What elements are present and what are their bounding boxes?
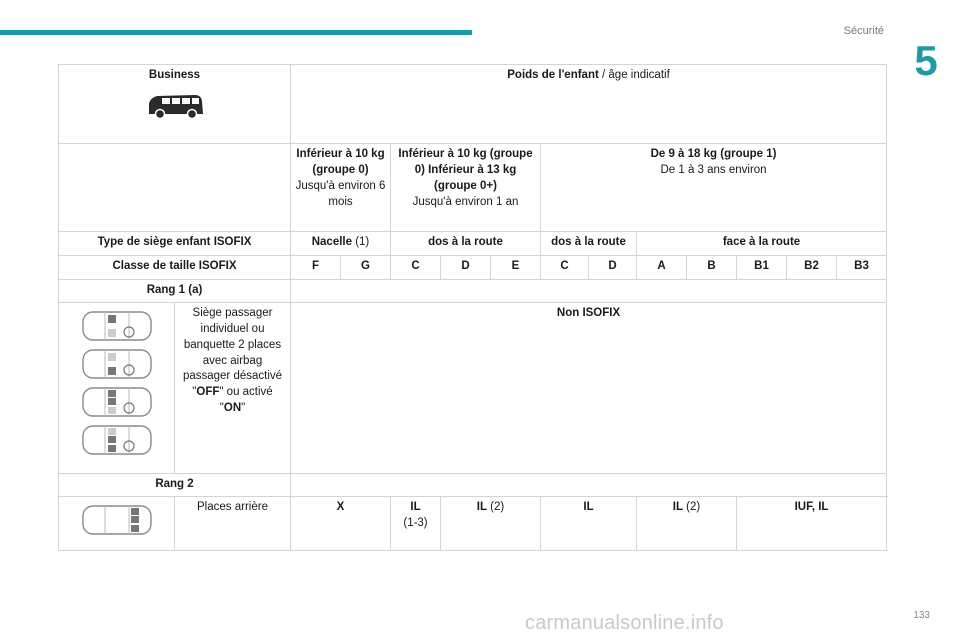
page-number: 133 (913, 610, 930, 621)
size-class-cell: D (441, 256, 491, 280)
seat-type-cell: dos à la route (391, 232, 541, 256)
weight-subtitle: / âge indicatif (598, 69, 670, 81)
section-title: Sécurité (843, 25, 884, 37)
weight-group-cell (541, 144, 887, 232)
nacelle-note: (1) (352, 236, 370, 248)
weight-title-cell (291, 65, 887, 144)
isofix-table (58, 64, 887, 551)
car-top-view-icon (81, 308, 153, 344)
rang2-value-note: (1-3) (403, 516, 428, 529)
rang2-value-cell (391, 497, 441, 551)
weight-group-cell (291, 144, 391, 232)
car-rear-seats-icon (81, 502, 153, 538)
seat-desc-text: " ou activé " (219, 386, 273, 415)
weight-group-label: Inférieur à 10 kg (groupe 0) (296, 148, 385, 176)
car-top-view-icon (81, 422, 153, 458)
seat-desc-text: " (241, 402, 246, 415)
rang2-value: IUF, IL (794, 501, 829, 513)
rang1-value: Non ISOFIX (291, 303, 887, 474)
rang2-label: Rang 2 (59, 474, 291, 497)
rang2-value: IL (476, 501, 487, 513)
rang2-value-cell (541, 497, 637, 551)
airbag-off-label: OFF (196, 386, 220, 399)
weight-group-label: Inférieur à 10 kg (groupe 0) Inférieur à 13 kg (groupe 0+) (398, 148, 533, 192)
size-class-row (59, 256, 887, 280)
weight-groups-row (59, 144, 887, 232)
size-class-cell: D (589, 256, 637, 280)
size-class-cell: B (687, 256, 737, 280)
chapter-color-bar (0, 30, 472, 35)
size-class-cell: E (491, 256, 541, 280)
rang2-value: IL (672, 501, 683, 513)
weight-group-age: Jusqu'à environ 6 mois (295, 179, 386, 208)
weight-group-cell (391, 144, 541, 232)
size-class-cell: B1 (737, 256, 787, 280)
rang2-value: X (336, 501, 345, 513)
car-top-view-icon (81, 384, 153, 420)
rang2-value-note: (2) (486, 501, 505, 513)
empty-cell (291, 280, 887, 303)
vehicle-cell (59, 65, 291, 144)
size-class-label: Classe de taille ISOFIX (59, 256, 291, 280)
rang2-value-cell (291, 497, 391, 551)
seat-type-row (59, 232, 887, 256)
table-header-row (59, 65, 887, 144)
weight-title: Poids de l'enfant (507, 69, 599, 81)
size-class-cell: F (291, 256, 341, 280)
size-class-cell: A (637, 256, 687, 280)
rang2-value-cell (441, 497, 541, 551)
front-seat-diagrams (59, 303, 175, 474)
rang2-value: IL (583, 501, 594, 513)
seat-type-cell (291, 232, 391, 256)
nacelle-label: Nacelle (311, 236, 353, 248)
rang1-header-row (59, 280, 887, 303)
rang2-header-row (59, 474, 887, 497)
size-class-cell: C (391, 256, 441, 280)
van-icon (145, 92, 205, 120)
weight-group-age: Jusqu'à environ 1 an (412, 195, 519, 208)
rang2-value: IL (410, 501, 421, 513)
weight-group-age: De 1 à 3 ans environ (660, 163, 767, 176)
rear-seat-diagram (59, 497, 175, 551)
airbag-on-label: ON (223, 402, 242, 415)
rang1-label: Rang 1 (a) (59, 280, 291, 303)
rang2-value-note: (2) (682, 501, 701, 513)
seat-type-cell: face à la route (637, 232, 887, 256)
empty-cell (291, 474, 887, 497)
car-top-view-icon (81, 346, 153, 382)
vehicle-name: Business (148, 69, 201, 81)
weight-group-label: De 9 à 18 kg (groupe 1) (650, 148, 777, 160)
chapter-number: 5 (914, 37, 938, 84)
watermark: carmanualsonline.info (525, 612, 724, 634)
size-class-cell: B2 (787, 256, 837, 280)
seat-desc-text: Siège passager individuel ou banquette 2 places avec airbag passager désactivé " (182, 307, 283, 399)
size-class-cell: C (541, 256, 589, 280)
rear-seat-description: Places arrière (175, 497, 291, 551)
rang2-row (59, 497, 887, 551)
size-class-cell: B3 (837, 256, 887, 280)
size-class-cell: G (341, 256, 391, 280)
empty-cell (59, 144, 291, 232)
front-seat-description (175, 303, 291, 474)
rang1-row (59, 303, 887, 474)
rang2-value-cell (737, 497, 887, 551)
seat-type-label: Type de siège enfant ISOFIX (59, 232, 291, 256)
rang2-value-cell (637, 497, 737, 551)
seat-type-cell: dos à la route (541, 232, 637, 256)
